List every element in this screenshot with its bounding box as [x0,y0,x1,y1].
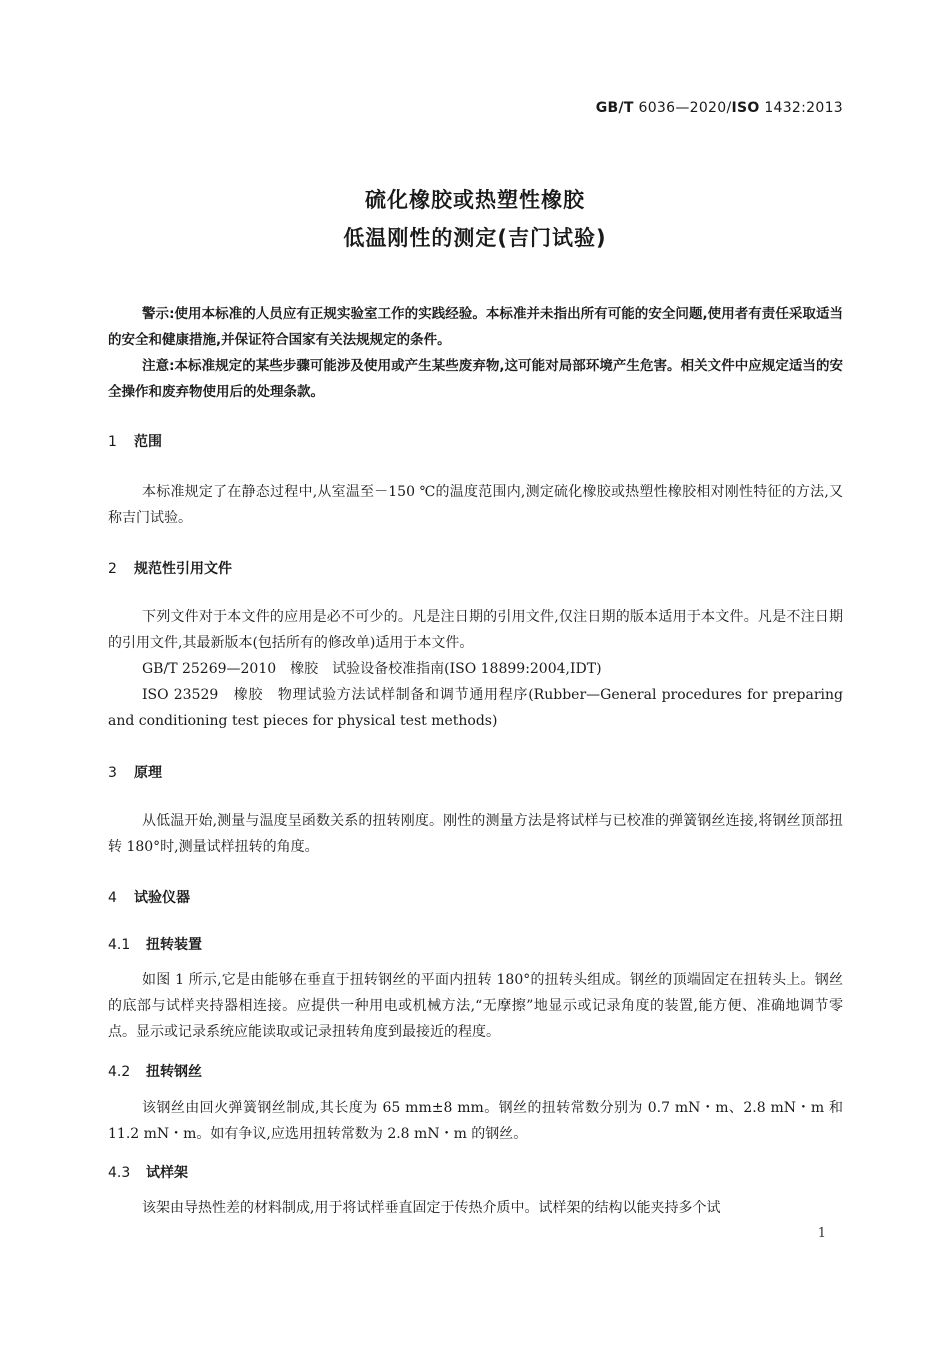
section-4-2-body: 该钢丝由回火弹簧钢丝制成,其长度为 65 mm±8 mm。钢丝的扭转常数分别为 0.7 mN・m、2.8 mN・m 和 11.2 mN・m。如有争议,应选用扭转常数为 2.8 mN・m 的钢丝。 [108,1100,843,1142]
section-2-body [108,604,843,734]
section-4-1-body: 如图 1 所示,它是由能够在垂直于扭转钢丝的平面内扭转 180°的扭转头组成。钢丝的顶端固定在扭转头上。钢丝的底部与试样夹持器相连接。应提供一种用电或机械方法,“无摩擦”地显示或记录角度的装置,能方便、准确地调节零点。显示或记录系统应能读取或记录扭转角度到最接近的程度。 [108,972,843,1040]
reference-iso-23529: ISO 23529 橡胶 物理试验方法试样制备和调节通用程序(Rubber—General procedures for preparing and conditioning test pieces for physical test methods) [108,687,843,729]
section-1-body: 本标准规定了在静态过程中,从室温至－150 ℃的温度范围内,测定硫化橡胶或热塑性橡胶相对刚性特征的方法,又称吉门试验。 [108,484,843,526]
std-code-prefix: GB/T [595,100,634,116]
normative-references-intro: 下列文件对于本文件的应用是必不可少的。凡是注日期的引用文件,仅注日期的版本适用于本文件。凡是不注日期的引用文件,其最新版本(包括所有的修改单)适用于本文件。 [108,609,843,651]
section-number: 4.1 [108,937,131,953]
warning-paragraph: 警示:使用本标准的人员应有正规实验室工作的实践经验。本标准并未指出所有可能的安全问题,使用者有责任采取适当的安全和健康措施,并保证符合国家有关法规规定的条件。 [108,306,843,348]
section-title: 试验仪器 [134,890,190,906]
section-3-heading [108,762,162,782]
section-4-1-heading [108,934,202,954]
section-title: 扭转钢丝 [146,1064,202,1080]
section-title: 范围 [134,434,162,450]
section-2-heading [108,558,232,578]
section-title: 原理 [134,765,162,781]
document-title-line1: 硫化橡胶或热塑性橡胶 [365,188,585,212]
section-number: 3 [108,765,117,781]
section-4-3-heading [108,1162,188,1182]
section-4-heading [108,887,190,907]
section-number: 4 [108,890,117,906]
std-code-number: 6036—2020/ [633,100,732,116]
page-number: 1 [817,1226,826,1241]
iso-prefix: ISO [731,100,760,116]
section-4-3-body: 该架由导热性差的材料制成,用于将试样垂直固定于传热介质中。试样架的结构以能夹持多个试 [142,1200,721,1216]
section-number: 4.3 [108,1165,131,1181]
section-number: 2 [108,561,117,577]
section-1-heading [108,431,162,451]
reference-gbt-25269: GB/T 25269—2010 橡胶 试验设备校准指南(ISO 18899:2004,IDT) [142,661,602,677]
iso-number: 1432:2013 [759,100,843,116]
section-number: 1 [108,434,117,450]
section-number: 4.2 [108,1064,131,1080]
standard-code-header [596,100,843,116]
section-title: 试样架 [146,1165,188,1181]
note-paragraph: 注意:本标准规定的某些步骤可能涉及使用或产生某些废弃物,这可能对局部环境产生危害。相关文件中应规定适当的安全操作和废弃物使用后的处理条款。 [108,358,843,400]
section-3-body: 从低温开始,测量与温度呈函数关系的扭转刚度。刚性的测量方法是将试样与已校准的弹簧钢丝连接,将钢丝顶部扭转 180°时,测量试样扭转的角度。 [108,813,843,855]
section-title: 规范性引用文件 [134,561,232,577]
document-title-line2: 低温刚性的测定(吉门试验) [343,226,607,250]
section-4-2-heading [108,1061,202,1081]
section-title: 扭转装置 [146,937,202,953]
